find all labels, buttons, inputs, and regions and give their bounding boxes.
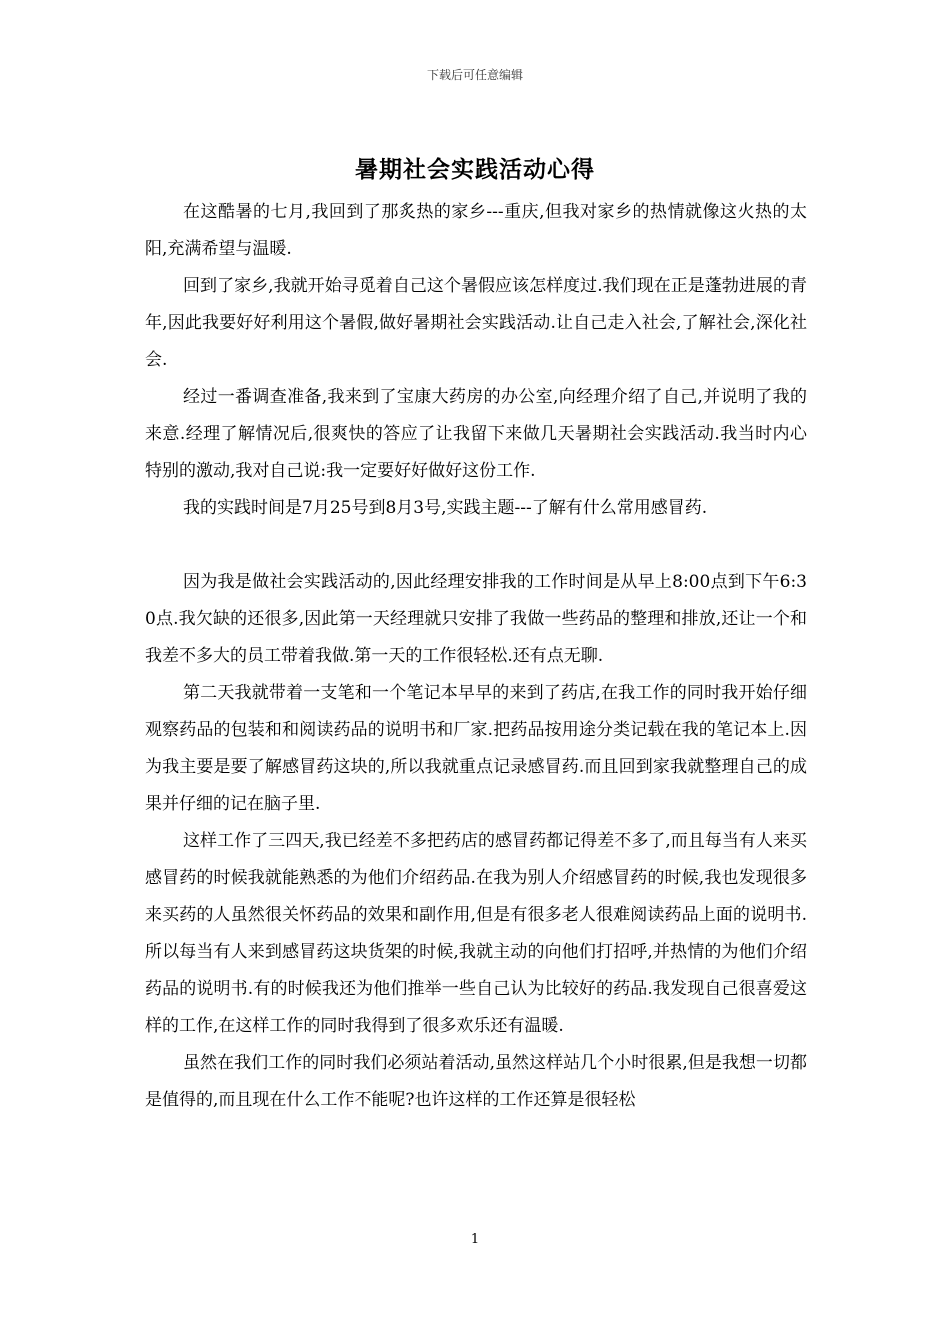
paragraph-3: 经过一番调查准备,我来到了宝康大药房的办公室,向经理介绍了自己,并说明了我的来意.经理了解情况后,很爽快的答应了让我留下来做几天暑期社会实践活动.我当时内心特别的激动,我对自己说:我一定要好好做好这份工作. <box>145 387 807 481</box>
paragraph-7: 这样工作了三四天,我已经差不多把药店的感冒药都记得差不多了,而且每当有人来买感冒药的时候我就能熟悉的为他们介绍药品.在我为别人介绍感冒药的时候,我也发现很多来买药的人虽然很关怀药品的效果和副作用,但是有很多老人很难阅读药品上面的说明书.所以每当有人来到感冒药这块货架的时候,我就主动的向他们打招呼,并热情的为他们介绍药品的说明书.有的时候我还为他们推举一些自己认为比较好的药品.我发现自己很喜爱这样的工作,在这样工作的同时我得到了很多欢乐还有温暖. <box>145 831 807 1036</box>
paragraph-spacer <box>145 527 807 564</box>
document-title: 暑期社会实践活动心得 <box>355 156 595 183</box>
paragraph-6: 第二天我就带着一支笔和一个笔记本早早的来到了药店,在我工作的同时我开始仔细观察药品的包装和和阅读药品的说明书和厂家.把药品按用途分类记载在我的笔记本上.因为我主要是要了解感冒药这块的,所以我就重点记录感冒药.而且回到家我就整理自己的成果并仔细的记在脑子里. <box>145 683 807 814</box>
page-header-note: 下载后可任意编辑 <box>426 68 523 82</box>
page-number: 1 <box>470 1232 480 1247</box>
paragraph-8: 虽然在我们工作的同时我们必须站着活动,虽然这样站几个小时很累,但是我想一切都是值得的,而且现在什么工作不能呢?也许这样的工作还算是很轻松 <box>145 1053 807 1110</box>
paragraph-4: 我的实践时间是7月25号到8月3号,实践主题---了解有什么常用感冒药. <box>183 498 708 518</box>
paragraph-1: 在这酷暑的七月,我回到了那炙热的家乡---重庆,但我对家乡的热情就像这火热的太阳,充满希望与温暖. <box>145 202 807 259</box>
paragraph-5: 因为我是做社会实践活动的,因此经理安排我的工作时间是从早上8:00点到下午6:30点.我欠缺的还很多,因此第一天经理就只安排了我做一些药品的整理和排放,还让一个和我差不多大的员工带着我做.第一天的工作很轻松.还有点无聊. <box>145 572 807 666</box>
document-body <box>145 194 807 1119</box>
paragraph-2: 回到了家乡,我就开始寻觅着自己这个暑假应该怎样度过.我们现在正是蓬勃进展的青年,因此我要好好利用这个暑假,做好暑期社会实践活动.让自己走入社会,了解社会,深化社会. <box>145 276 807 370</box>
